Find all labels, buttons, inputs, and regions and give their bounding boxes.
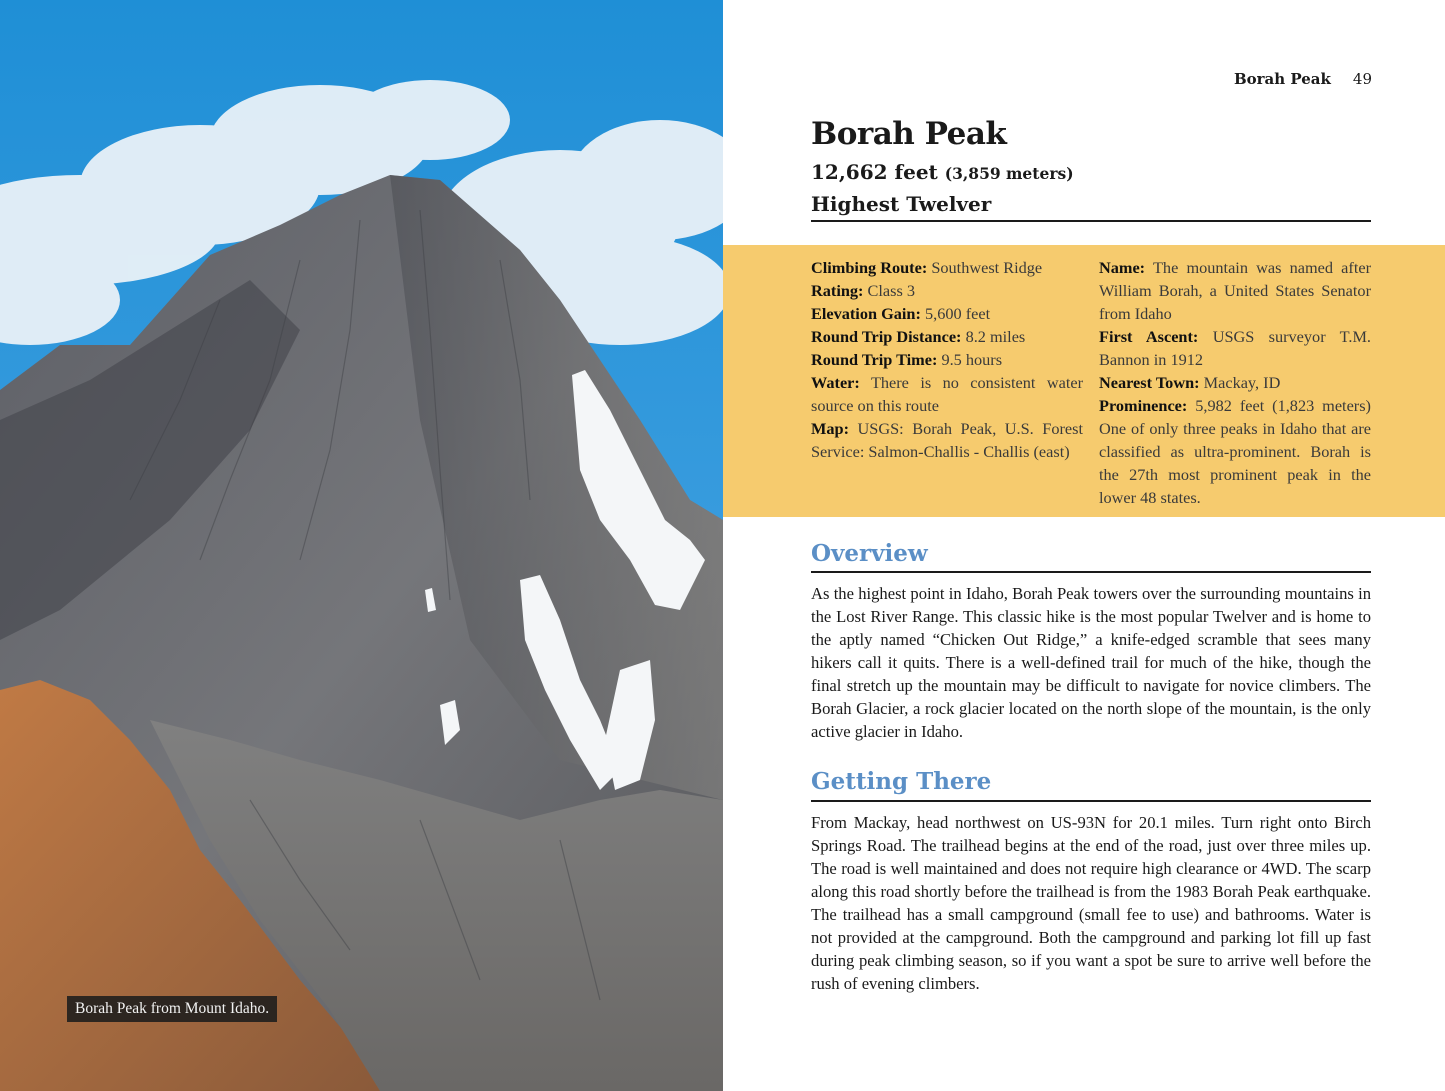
page-number: 49 [1352,70,1372,88]
info-name: Name: The mountain was named after William Borah, a United States Senator from Idaho [1099,258,1371,323]
running-head-title: Borah Peak [1233,70,1331,88]
overview-rule [811,571,1371,573]
page-title: Borah Peak [811,116,1007,152]
elevation-meters: (3,859 meters) [944,164,1074,183]
elevation [811,160,1074,184]
info-map: Map: USGS: Borah Peak, U.S. Forest Service: Salmon-Challis - Challis (east) [811,419,1083,461]
subtitle: Highest Twelver [811,192,992,216]
info-first-ascent: First Ascent: USGS surveyor T.M. Bannon in 1912 [1099,327,1372,369]
info-elevation-gain: Elevation Gain: 5,600 feet [811,304,991,323]
getting-there-text: From Mackay, head northwest on US-93N for 20.1 miles. Turn right onto Birch Springs Road. The trailhead begins at the end of the road, just over three miles up. The road is well maintained and does not require high clearance or 4WD. The scarp along this road shortly before the trailhead is from the 1983 Borah Peak earthquake. The trailhead has a small campground (small fee to use) and bathrooms. Water is not provided at the campground. Both the campground and parking lot fill up fast during peak climbing season, so if you want a spot be sure to arrive well before the rush of evening climbers. [811,813,1371,993]
getting-there-rule [811,800,1371,802]
getting-there-heading: Getting There [811,768,992,795]
elevation-feet: 12,662 feet [811,160,938,184]
info-column-right [1099,256,1371,509]
title-rule [811,220,1371,222]
info-round-trip-distance: Round Trip Distance: 8.2 miles [811,327,1026,346]
overview-heading: Overview [811,540,928,567]
info-climbing-route: Climbing Route: Southwest Ridge [811,258,1043,277]
overview-text: As the highest point in Idaho, Borah Peak towers over the surrounding mountains in the Lost River Range. This classic hike is the most popular Twelver and is home to the aptly named “Chicken Out Ridge,” a knife-edged scramble that sees many hikers call it quits. There is a well-defined trail for much of the hike, though the final stretch up the mountain may be difficult to navigate for novice climbers. The Borah Glacier, a rock glacier located on the north slope of the mountain, is the only active glacier in Idaho. [811,584,1371,741]
running-head [1234,70,1372,88]
info-nearest-town: Nearest Town: Mackay, ID [1099,373,1281,392]
info-water: Water: There is no consistent water source on this route [811,373,1083,415]
photo-caption: Borah Peak from Mount Idaho. [67,996,277,1022]
info-rating: Rating: Class 3 [811,281,916,300]
info-prominence: Prominence: 5,982 feet (1,823 meters) One of only three peaks in Idaho that are classified as ultra-prominent. Borah is the 27th most prominent peak in the lower 48 states. [1099,396,1371,507]
info-round-trip-time: Round Trip Time: 9.5 hours [811,350,1003,369]
info-column-left [811,256,1083,463]
